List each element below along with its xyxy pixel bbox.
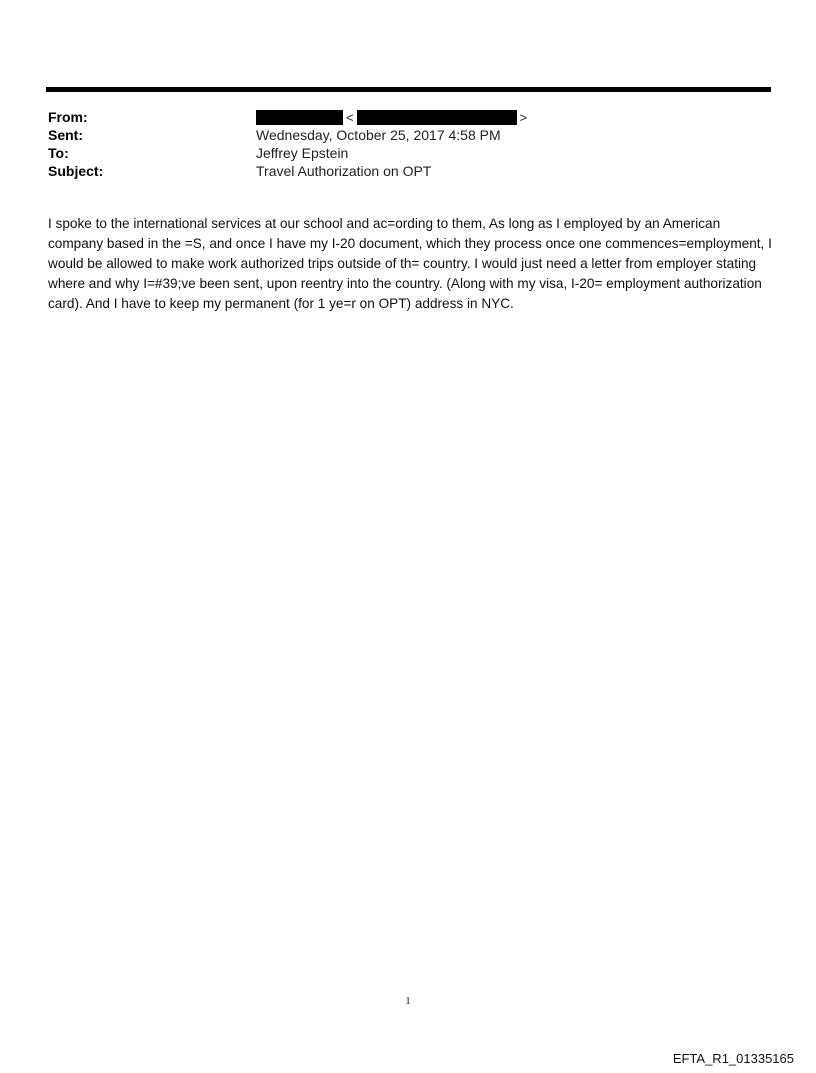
from-open-bracket: < (346, 109, 354, 125)
sent-row (48, 126, 768, 144)
page-number: 1 (405, 995, 411, 1007)
subject-value: Travel Authorization on OPT (256, 163, 432, 179)
email-body: I spoke to the international services at our school and ac=ording to them, As long as I employed by an American company based in the =S, and once I have my I-20 document, which they process once one commences=employment, I would be allowed to make work authorized trips outside of th= country. I would just need a letter from employer stating where and why I=#39;ve been sent, upon reentry into the country. (Along with my visa, I-20= employment authorization card). And I have to keep my permanent (for 1 ye=r on OPT) address in NYC. (48, 216, 772, 311)
from-close-bracket: > (519, 109, 528, 125)
header-rule (46, 87, 771, 92)
redacted-sender-name (256, 110, 343, 125)
bates-number: EFTA_R1_01335165 (672, 1051, 794, 1066)
subject-label: Subject: (48, 163, 104, 179)
redacted-sender-email (357, 110, 517, 125)
to-row (48, 144, 768, 162)
to-value: Jeffrey Epstein (256, 145, 349, 161)
email-header (48, 108, 768, 180)
sent-value: Wednesday, October 25, 2017 4:58 PM (256, 127, 501, 143)
from-row (48, 108, 768, 126)
subject-row (48, 162, 768, 180)
from-label: From: (48, 109, 88, 125)
from-value (256, 107, 530, 126)
to-label: To: (48, 145, 69, 161)
sent-label: Sent: (48, 127, 83, 143)
